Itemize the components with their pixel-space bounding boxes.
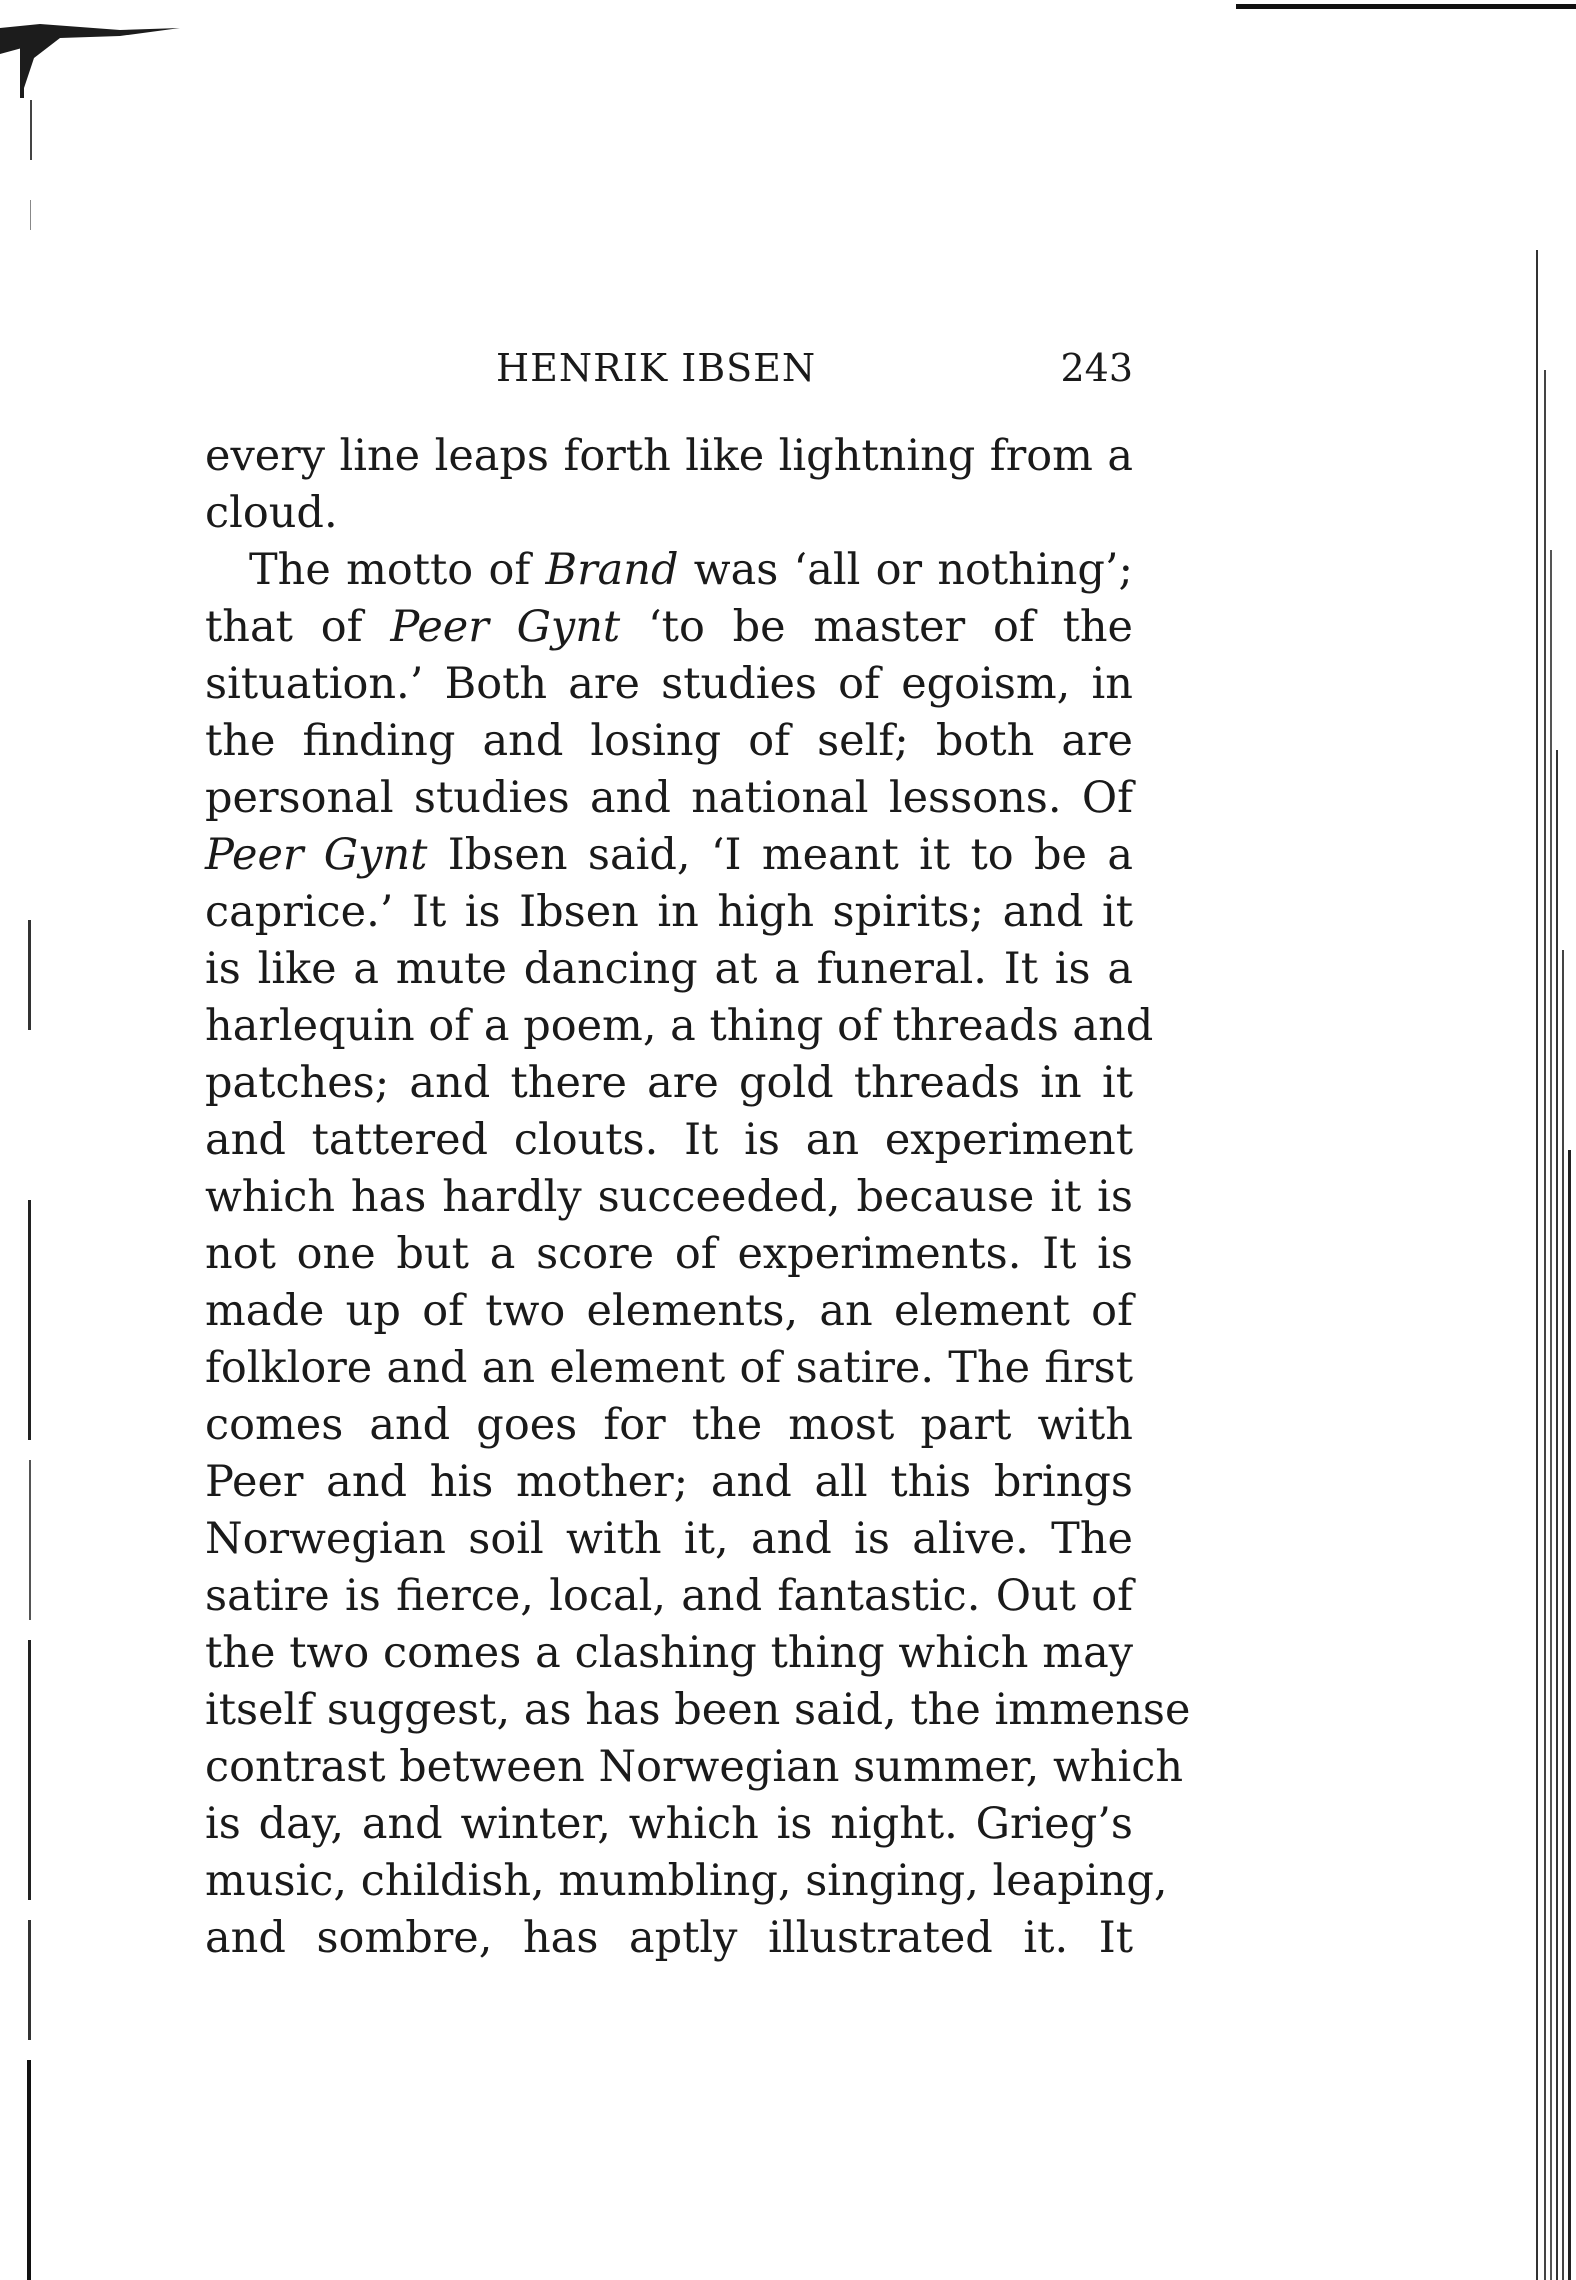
text-line: personal studies and national lessons. Of (205, 773, 1133, 823)
text-line: not one but a score of experiments. It is (205, 1229, 1133, 1279)
text-line: music, childish, mumbling, singing, leaping, (205, 1856, 1168, 1906)
italic-title-peer-gynt: Peer Gynt (390, 602, 621, 652)
body-text (205, 428, 1191, 1967)
right-page-edge (1530, 250, 1576, 2280)
italic-title-peer-gynt: Peer Gynt (205, 830, 428, 880)
text-line: caprice.’ It is Ibsen in high spirits; and it (205, 887, 1133, 937)
text-line: is like a mute dancing at a funeral. It is a (205, 944, 1133, 994)
italic-title-brand: Brand (545, 545, 679, 595)
text-line (205, 542, 1133, 599)
text-line (205, 599, 1133, 656)
text-line: patches; and there are gold threads in it (205, 1058, 1133, 1108)
text-line: comes and goes for the most part with (205, 1400, 1133, 1450)
text-line: cloud. (205, 488, 338, 538)
text-line: made up of two elements, an element of (205, 1286, 1133, 1336)
text-line: the finding and losing of self; both are (205, 716, 1133, 766)
text-line: the two comes a clashing thing which may (205, 1628, 1133, 1678)
page-number: 243 (1060, 346, 1133, 390)
text-line: situation.’ Both are studies of egoism, in (205, 659, 1133, 709)
top-edge-rule (1236, 4, 1576, 9)
running-head (205, 338, 1133, 398)
text-line: Norwegian soil with it, and is alive. The (205, 1514, 1133, 1564)
text-run: The motto of (249, 545, 546, 595)
text-run: ‘to be master of the (620, 602, 1133, 652)
text-line: Peer and his mother; and all this brings (205, 1457, 1133, 1507)
text-line: satire is fierce, local, and fantastic. Out of (205, 1571, 1133, 1621)
text-line: contrast between Norwegian summer, which (205, 1742, 1184, 1792)
text-line: every line leaps forth like lightning from a (205, 431, 1133, 481)
left-binding-edge (22, 60, 52, 2280)
text-run: was ‘all or nothing’; (678, 545, 1133, 595)
text-run: that of (205, 602, 391, 652)
text-line: harlequin of a poem, a thing of threads and (205, 1001, 1154, 1051)
text-line: itself suggest, as has been said, the immense (205, 1685, 1191, 1735)
running-title: HENRIK IBSEN (496, 346, 817, 390)
text-line: and sombre, has aptly illustrated it. It (205, 1913, 1133, 1963)
text-run: Ibsen said, ‘I meant it to be a (427, 830, 1133, 880)
text-line (205, 827, 1133, 884)
text-line: and tattered clouts. It is an experiment (205, 1115, 1133, 1165)
text-line: folklore and an element of satire. The first (205, 1343, 1133, 1393)
text-line: which has hardly succeeded, because it is (205, 1172, 1133, 1222)
text-line: is day, and winter, which is night. Grieg’s (205, 1799, 1133, 1849)
